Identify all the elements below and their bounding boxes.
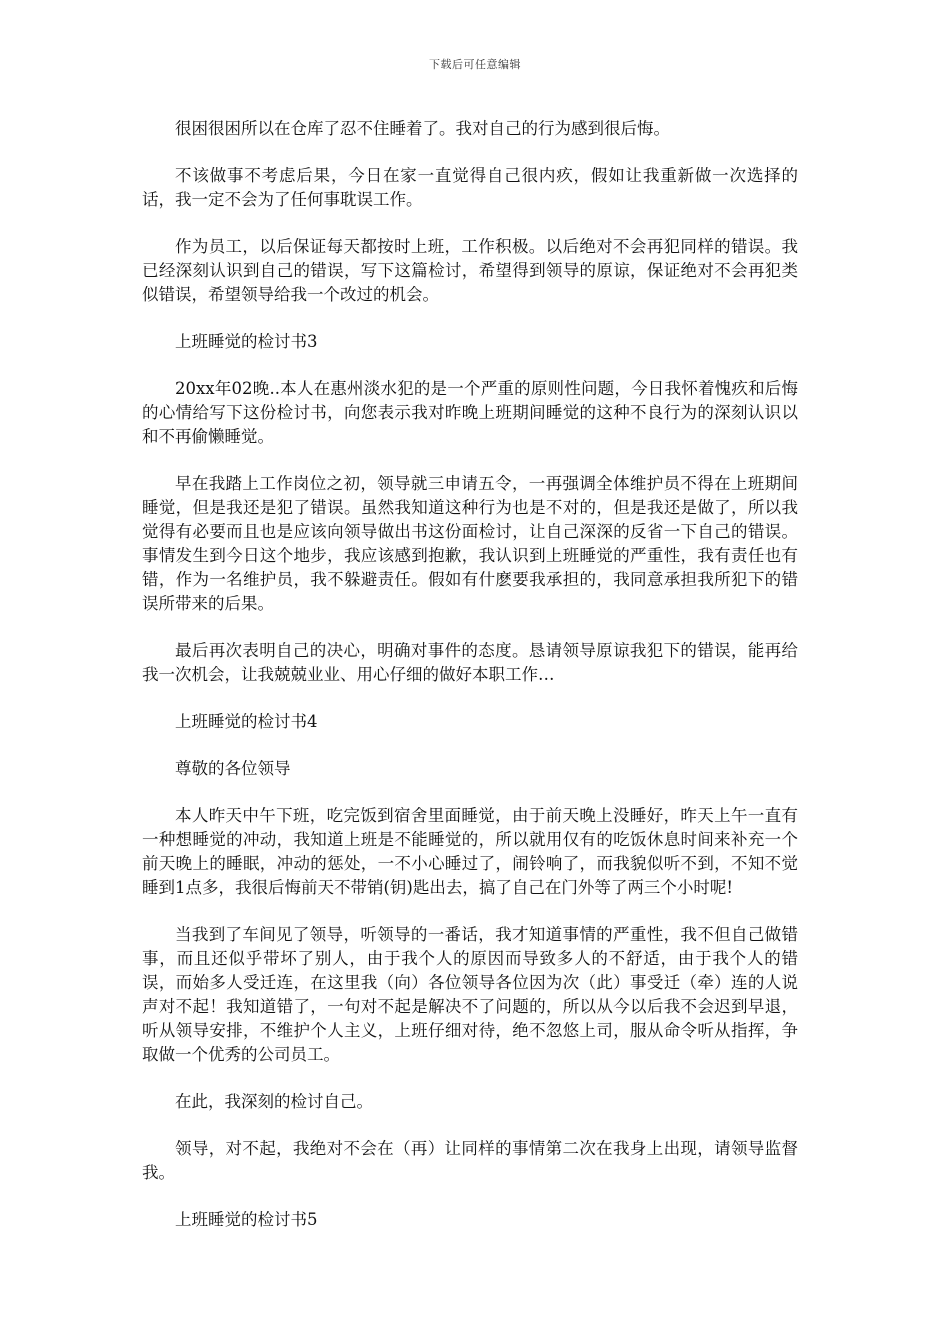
paragraph: 20xx年02晚..本人在惠州淡水犯的是一个严重的原则性问题，今日我怀着愧疚和后悔的心情给写下这份检讨书，向您表示我对昨晚上班期间睡觉的这种不良行为的深刻认识以和不再偷懒睡觉。 <box>142 379 798 446</box>
document-body <box>142 117 798 1255</box>
section-heading: 上班睡觉的检讨书5 <box>175 1210 318 1229</box>
section-heading: 上班睡觉的检讨书4 <box>175 712 318 731</box>
paragraph: 早在我踏上工作岗位之初，领导就三申请五令，一再强调全体维护员不得在上班期间睡觉，但是我还是犯了错误。虽然我知道这种行为也是不对的，但是我还是做了，所以我觉得有必要而且也是应该向领导做出书这份面检讨，让自己深深的反省一下自己的错误。事情发生到今日这个地步，我应该感到抱歉，我认识到上班睡觉的严重性，我有责任也有错，作为一名维护员，我不躲避责任。假如有什麽要我承担的，我同意承担我所犯下的错误所带来的后果。 <box>142 474 798 613</box>
paragraph: 领导，对不起，我绝对不会在（再）让同样的事情第二次在我身上出现，请领导监督我。 <box>142 1139 798 1182</box>
paragraph: 最后再次表明自己的决心，明确对事件的态度。恳请领导原谅我犯下的错误，能再给我一次机会，让我兢兢业业、用心仔细的做好本职工作… <box>142 641 798 684</box>
paragraph: 本人昨天中午下班，吃完饭到宿舍里面睡觉，由于前天晚上没睡好，昨天上午一直有一种想睡觉的冲动，我知道上班是不能睡觉的，所以就用仅有的吃饭休息时间来补充一个前天晚上的睡眠，冲动的惩处，一不小心睡过了，闹铃响了，而我貌似听不到，不知不觉睡到1点多，我很后悔前天不带销(钥)匙出去，搞了自己在门外等了两三个小时呢! <box>142 806 798 897</box>
salutation: 尊敬的各位领导 <box>175 759 291 778</box>
paragraph: 作为员工，以后保证每天都按时上班，工作积极。以后绝对不会再犯同样的错误。我已经深刻认识到自己的错误，写下这篇检讨，希望得到领导的原谅，保证绝对不会再犯类似错误，希望领导给我一个改过的机会。 <box>142 237 798 304</box>
paragraph: 很困很困所以在仓库了忍不住睡着了。我对自己的行为感到很后悔。 <box>175 119 670 138</box>
page-header: 下载后可任意编辑 <box>429 58 521 71</box>
paragraph: 在此，我深刻的检讨自己。 <box>175 1092 373 1111</box>
paragraph: 不该做事不考虑后果，今日在家一直觉得自己很内疚，假如让我重新做一次选择的话，我一定不会为了任何事耽误工作。 <box>142 166 798 209</box>
section-heading: 上班睡觉的检讨书3 <box>175 332 318 351</box>
paragraph: 当我到了车间见了领导，听领导的一番话，我才知道事情的严重性，我不但自己做错事，而且还似乎带坏了别人，由于我个人的原因而导致多人的不舒适，由于我个人的错误，而始多人受迁连，在这里我（向）各位领导各位因为次（此）事受迁（牵）连的人说声对不起！我知道错了，一句对不起是解决不了问题的，所以从今以后我不会迟到早退，听从领导安排，不维护个人主义，上班仔细对待，绝不忽悠上司，服从命令听从指挥，争取做一个优秀的公司员工。 <box>142 925 798 1064</box>
